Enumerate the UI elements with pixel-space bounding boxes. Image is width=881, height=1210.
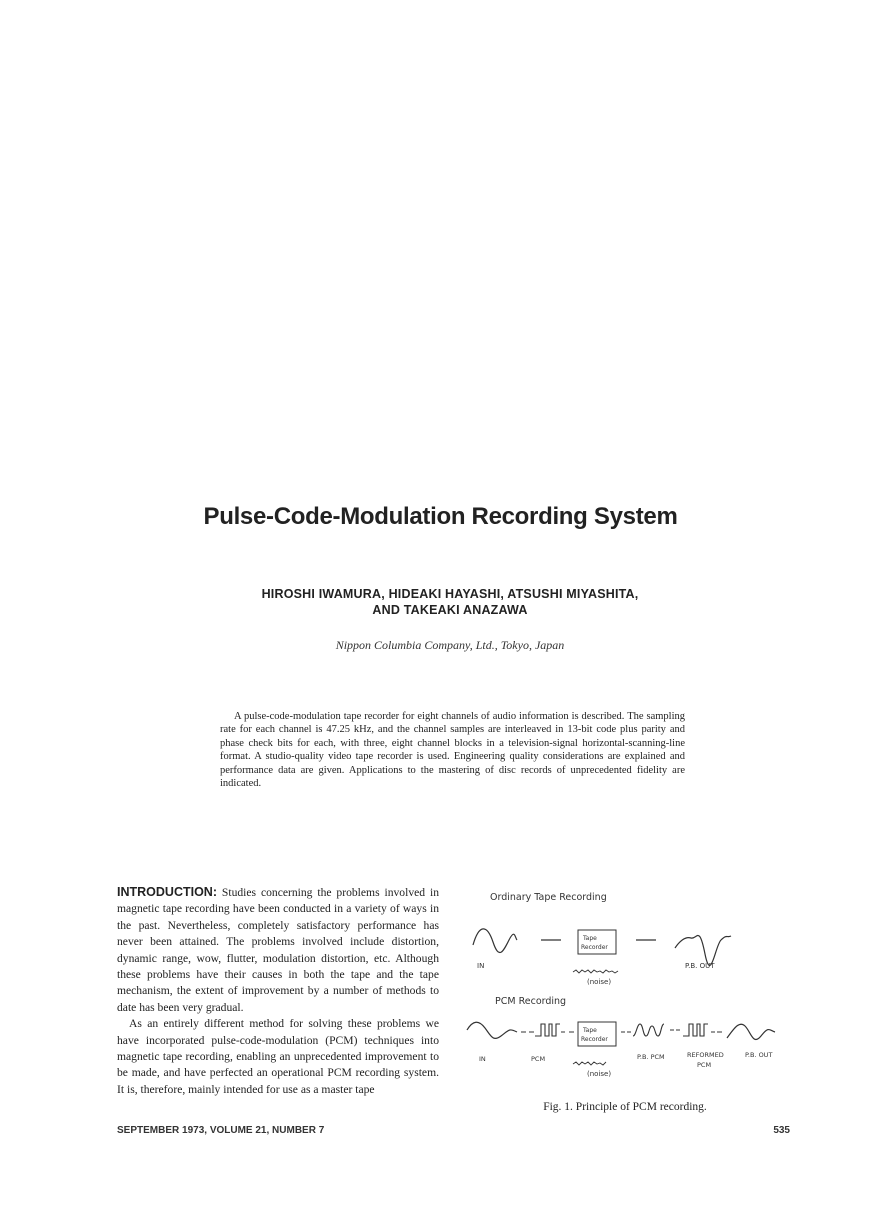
second-paragraph: As an entirely different method for solving these problems we have incorporated pulse-code-modulation (PCM) techniques into magnetic tape recording, enabling an unprecedented improvement to be made, and have perfected an operational PCM recording system. It is, therefore, mainly intended for use as a master tape xyxy=(117,1017,439,1096)
page-number: 535 xyxy=(773,1125,790,1136)
tape-box1-label-1: Tape xyxy=(583,935,597,942)
intro-paragraph xyxy=(117,884,439,1016)
input-waveform-2 xyxy=(467,1022,517,1038)
tape-box2-label-1: Tape xyxy=(583,1027,597,1034)
figure-caption: Fig. 1. Principle of PCM recording. xyxy=(543,1101,707,1113)
author-list xyxy=(160,586,740,618)
author-line-2: AND TAKEAKI ANAZAWA xyxy=(372,603,528,617)
tape-box2-label-2: Recorder xyxy=(581,1036,608,1043)
figure-pcm-principle xyxy=(465,880,795,1095)
body-column xyxy=(117,884,439,1098)
output-waveform-2 xyxy=(727,1024,775,1039)
label-pb-out-1: P.B. OUT xyxy=(685,962,715,970)
label-reformed-2: PCM xyxy=(697,1061,712,1069)
input-waveform-1 xyxy=(473,929,517,953)
noise-waveform-1 xyxy=(573,970,618,973)
reformed-pcm-pulse-train xyxy=(683,1024,708,1036)
section-heading: INTRODUCTION: xyxy=(117,885,217,899)
tape-box1-label-2: Recorder xyxy=(581,944,608,951)
label-reformed-1: REFORMED xyxy=(687,1051,724,1059)
pb-pcm-waveform xyxy=(633,1024,664,1036)
label-noise-2: (noise) xyxy=(587,1070,612,1078)
fig-section1-title: Ordinary Tape Recording xyxy=(490,892,607,903)
label-in-2: IN xyxy=(479,1055,486,1063)
label-pcm: PCM xyxy=(531,1055,546,1063)
affiliation: Nippon Columbia Company, Ltd., Tokyo, Japan xyxy=(335,638,565,652)
intro-text: Studies concerning the problems involved in magnetic tape recording have been conducted in a variety of ways in the past. Nevertheless, completely satisfactory performance has never been attained. The problems involved include distortion, dynamic range, wow, flutter, modulation distortion, etc. Although these problems have their causes in both the tape and the tape mechanism, the extent of improvement by a number of methods to date has been very gradual. xyxy=(117,886,439,1014)
label-noise-1: (noise) xyxy=(587,978,612,986)
noise-waveform-2 xyxy=(573,1062,606,1065)
abstract: A pulse-code-modulation tape recorder for eight channels of audio information is described. The sampling rate for each channel is 47.25 kHz, and the channel samples are interleaved in 13-bit code plus parity and phase check bits for each, with three, eight channel blocks in a television-signal horizontal-scanning-line format. A studio-quality video tape recorder is used. Engineering quality considerations are explained and performance data are given. Applications to the mastering of disc records of unprecedented fidelity are indicated. xyxy=(220,711,685,790)
label-in-1: IN xyxy=(477,962,485,970)
label-pb-out-2: P.B. OUT xyxy=(745,1051,773,1059)
paper-title: Pulse-Code-Modulation Recording System xyxy=(203,503,678,530)
fig-section2-title: PCM Recording xyxy=(495,996,567,1007)
author-line-1: HIROSHI IWAMURA, HIDEAKI HAYASHI, ATSUSHI MIYASHITA, xyxy=(261,587,639,601)
journal-issue-footer: SEPTEMBER 1973, VOLUME 21, NUMBER 7 xyxy=(117,1125,325,1136)
output-waveform-1 xyxy=(675,936,731,966)
pcm-pulse-train xyxy=(535,1024,560,1036)
label-pb-pcm: P.B. PCM xyxy=(637,1053,665,1061)
